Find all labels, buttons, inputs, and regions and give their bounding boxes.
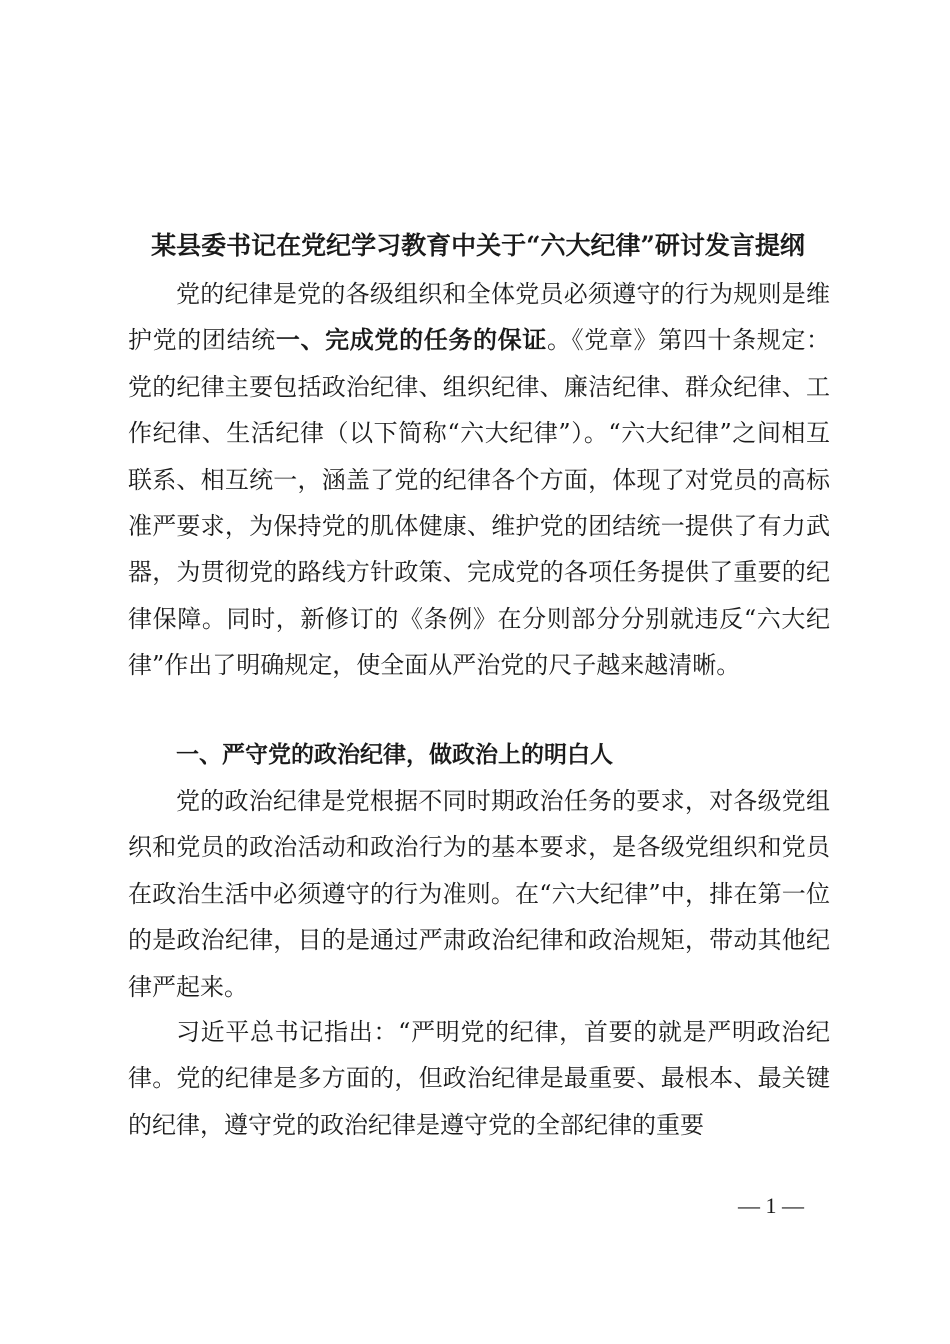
page-number: — 1 —: [738, 1193, 804, 1218]
intro-bold-text: 一、完成党的任务的保证: [275, 326, 547, 355]
intro-text-part1: 党的纪律是党的各级组织和全体党员必须遵守的行为规则是维护党的团结统: [128, 280, 830, 355]
document-title: 某县委书记在党纪学习教育中关于“六大纪律”研讨发言提纲: [151, 231, 805, 260]
body-paragraph: 习近平总书记指出：“严明党的纪律，首要的就是严明政治纪律。党的纪律是多方面的，但政治纪律是最重要、最根本、最关键的纪律，遵守党的政治纪律是遵守党的全部纪律的重要: [128, 1018, 830, 1139]
body-paragraph: 党的政治纪律是党根据不同时期政治任务的要求，对各级党组织和党员的政治活动和政治行为的基本要求，是各级党组织和党员在政治生活中必须遵守的行为准则。在“六大纪律”中，排在第一位的是政治纪律，目的是通过严肃政治纪律和政治规矩，带动其他纪律严起来。: [128, 787, 830, 1001]
intro-text-part2: 。《党章》第四十条规定：党的纪律主要包括政治纪律、组织纪律、廉洁纪律、群众纪律、工作纪律、生活纪律（以下简称“六大纪律”）。“六大纪律”之间相互联系、相互统一，涵盖了党的纪律各个方面，体现了对党员的高标准严要求，为保持党的肌体健康、维护党的团结统一提供了有力武器，为贯彻党的路线方针政策、完成党的各项任务提供了重要的纪律保障。同时，新修订的《条例》在分则部分分别就违反“六大纪律”作出了明确规定，使全面从严治党的尺子越来越清晰。: [128, 326, 831, 680]
intro-paragraph: [128, 271, 830, 689]
section-heading: 一、严守党的政治纪律，做政治上的明白人: [176, 742, 613, 768]
